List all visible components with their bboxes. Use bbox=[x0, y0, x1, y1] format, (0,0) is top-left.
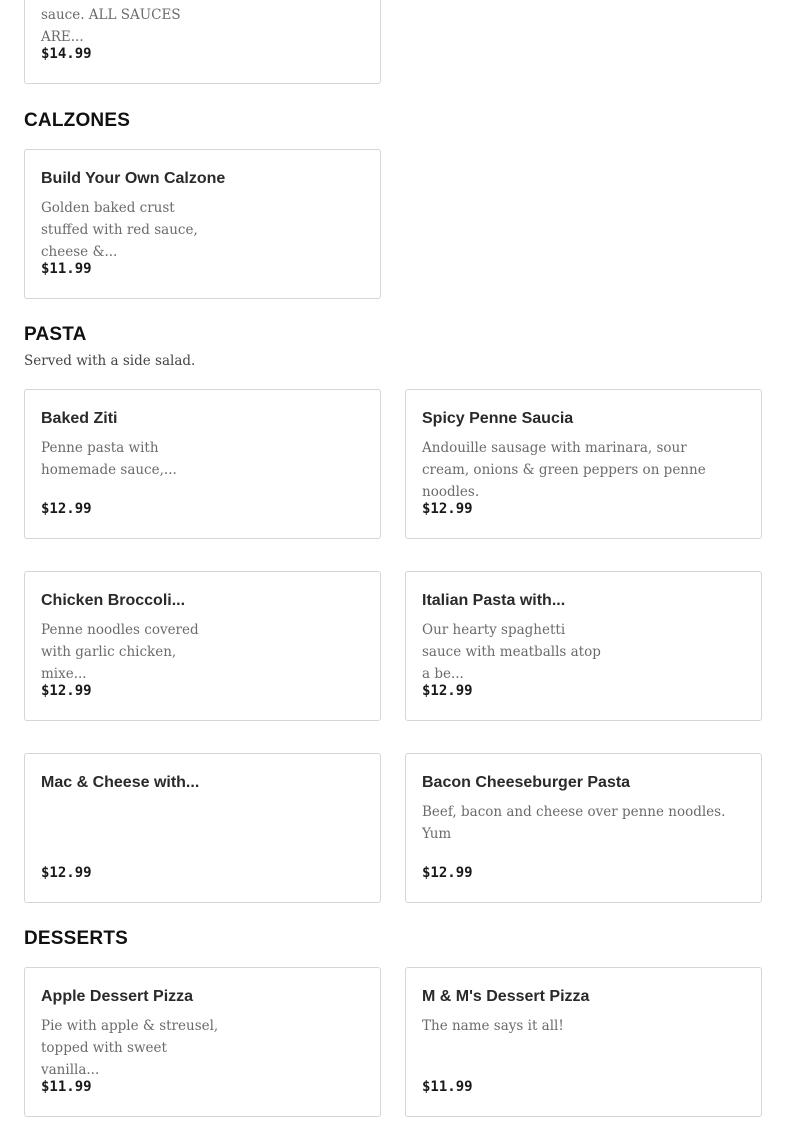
item-description: Pie with apple & streusel, topped with sweet vanilla... bbox=[41, 1018, 219, 1078]
section-title-desserts: DESSERTS bbox=[24, 928, 129, 949]
section-title-calzones: CALZONES bbox=[24, 110, 131, 131]
menu-item-card[interactable] bbox=[24, 149, 381, 299]
item-price: $12.99 bbox=[41, 683, 92, 699]
item-name: Bacon Cheeseburger Pasta bbox=[422, 774, 631, 791]
menu-item-card[interactable] bbox=[405, 389, 762, 539]
item-description: Beef, bacon and cheese over penne noodles. Yum bbox=[422, 804, 726, 842]
item-name: M & M's Dessert Pizza bbox=[422, 988, 590, 1005]
menu-item-card[interactable] bbox=[405, 753, 762, 903]
item-name: Mac & Cheese with... bbox=[41, 774, 200, 791]
item-price: $11.99 bbox=[41, 261, 92, 277]
item-description: Golden baked crust stuffed with red sauce, cheese &... bbox=[41, 200, 198, 260]
item-price: $12.99 bbox=[422, 683, 473, 699]
item-name: Chicken Broccoli... bbox=[41, 592, 186, 609]
item-name: Apple Dessert Pizza bbox=[41, 988, 194, 1005]
item-price: $12.99 bbox=[41, 865, 92, 881]
item-price: $12.99 bbox=[422, 865, 473, 881]
item-price: $12.99 bbox=[41, 501, 92, 517]
menu-item-card[interactable] bbox=[405, 967, 762, 1117]
menu-item-card[interactable] bbox=[24, 0, 381, 84]
menu-item-card[interactable] bbox=[24, 571, 381, 721]
item-price: $12.99 bbox=[422, 501, 473, 517]
item-price: $14.99 bbox=[41, 46, 92, 62]
menu-item-card[interactable] bbox=[24, 389, 381, 539]
item-description: The name says it all! bbox=[422, 1018, 564, 1034]
item-price: $11.99 bbox=[422, 1079, 473, 1095]
item-name: Baked Ziti bbox=[41, 410, 118, 427]
menu-item-card[interactable] bbox=[405, 571, 762, 721]
item-name: Spicy Penne Saucia bbox=[422, 410, 574, 427]
item-description: Penne noodles covered with garlic chicken, mixe... bbox=[41, 622, 199, 682]
menu-item-card[interactable] bbox=[24, 753, 381, 903]
item-description: Our hearty spaghetti sauce with meatballs atop a be... bbox=[422, 622, 601, 682]
item-description: Andouille sausage with marinara, sour cream, onions & green peppers on penne noodles. bbox=[422, 440, 706, 500]
section-title-pasta: PASTA bbox=[24, 324, 87, 345]
item-description: Penne pasta with homemade sauce,... bbox=[41, 440, 177, 478]
item-description: sauce. ALL SAUCES ARE... bbox=[41, 7, 181, 45]
menu-item-card[interactable] bbox=[24, 967, 381, 1117]
section-subtitle-pasta: Served with a side salad. bbox=[24, 353, 196, 369]
item-name: Italian Pasta with... bbox=[422, 592, 566, 609]
item-name: Build Your Own Calzone bbox=[41, 170, 226, 187]
item-price: $11.99 bbox=[41, 1079, 92, 1095]
